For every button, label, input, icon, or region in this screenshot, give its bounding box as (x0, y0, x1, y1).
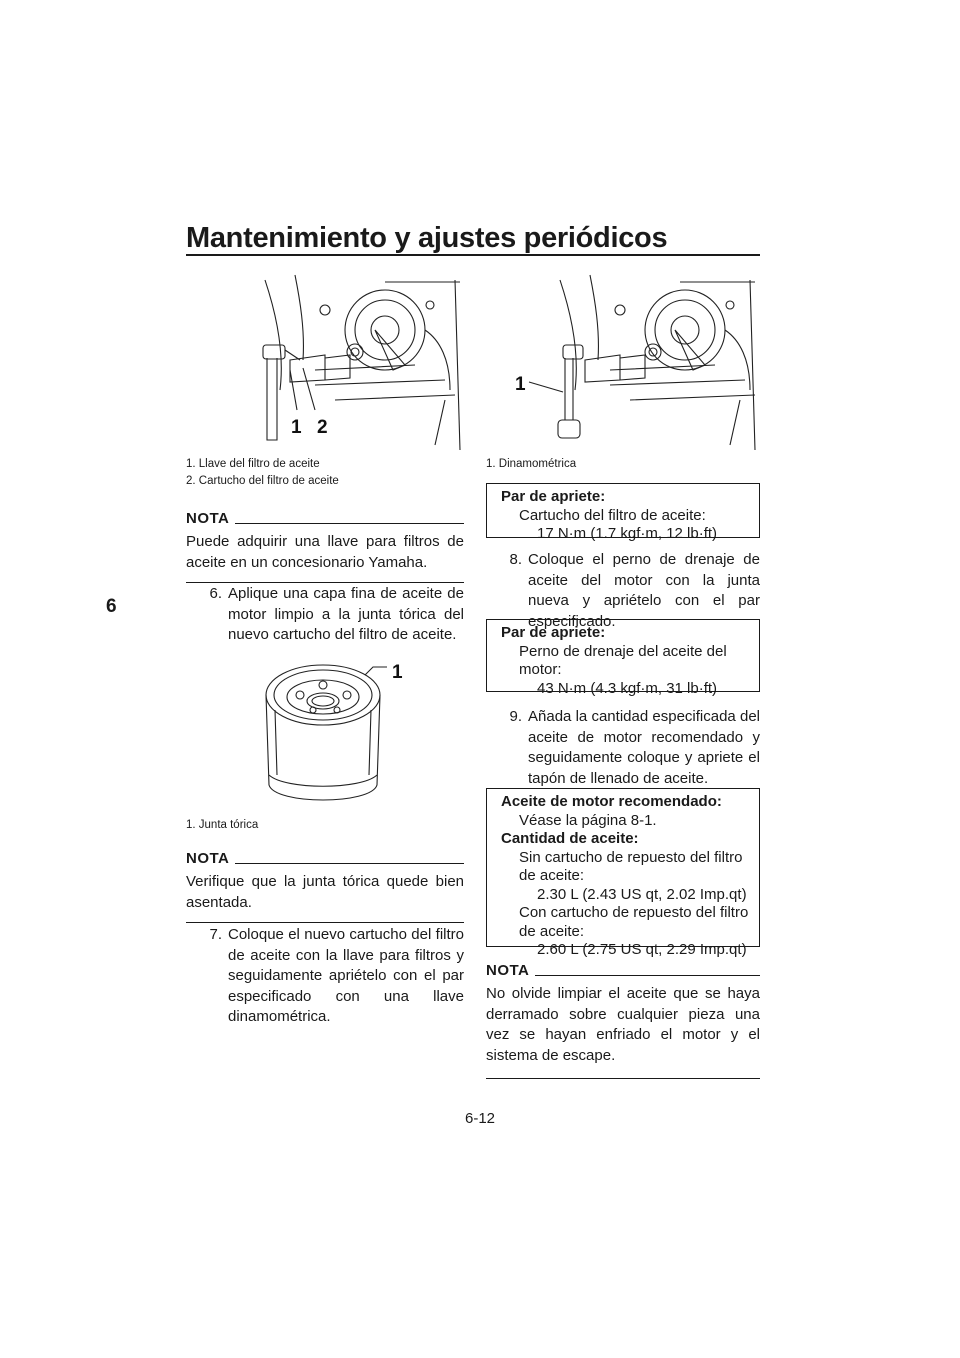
spec-label: Cantidad de aceite: (501, 830, 639, 847)
nota-box (186, 850, 464, 923)
callout-1: 1 (291, 417, 302, 438)
engine-filter-wrench-illustration (255, 270, 465, 455)
chapter-number: 6 (106, 596, 117, 617)
caption-line: 1. Llave del filtro de aceite (186, 458, 320, 470)
step-6 (186, 584, 464, 646)
oil-spec-box (486, 788, 760, 958)
nota-end-rule (486, 1078, 760, 1079)
nota-text: No olvide limpiar el aceite que se haya derramado sobre cualquier pieza una vez se hayan enfriado el motor y el sistema de escape. (486, 985, 760, 1064)
step-number: 6. (209, 585, 222, 602)
spec-item: Con cartucho de repuesto del filtro (519, 904, 749, 921)
step-number: 7. (209, 926, 222, 943)
callout-2: 2 (317, 417, 328, 438)
nota-heading: NOTA (186, 510, 464, 527)
spec-item: de aceite: (519, 922, 585, 940)
step-number: 9. (509, 708, 522, 725)
caption-line: 1. Junta tórica (186, 819, 259, 831)
figure-caption (186, 817, 464, 834)
page-title: Mantenimiento y ajustes periódicos (186, 222, 668, 254)
step-text: Añada la cantidad especificada del aceite de motor recomendado y seguidamente coloque y apriete el tapón de llenado de aceite. (528, 708, 760, 787)
nota-heading: NOTA (186, 850, 464, 867)
spec-value: 2.60 L (2.75 US qt, 2.29 Imp.qt) (537, 941, 747, 958)
spec-item: Sin cartucho de repuesto del filtro (519, 848, 743, 866)
spec-value: 43 N·m (4.3 kgf·m, 31 lb·ft) (537, 679, 718, 697)
spec-item: de aceite: (519, 867, 585, 884)
nota-text: Puede adquirir una llave para filtros de aceite en un concesionario Yamaha. (186, 533, 464, 571)
spec-value: 2.30 L (2.43 US qt, 2.02 Imp.qt) (537, 885, 747, 903)
nota-box (486, 962, 760, 1079)
page-number: 6-12 (464, 1110, 496, 1127)
spec-value: 17 N·m (1.7 kgf·m, 12 lb·ft) (537, 525, 718, 542)
nota-text: Verifique que la junta tórica quede bien asentada. (186, 873, 464, 911)
nota-end-rule (186, 582, 464, 583)
spec-item: motor: (519, 661, 562, 678)
figure-caption (186, 456, 464, 490)
spec-label: Aceite de motor recomendado: (501, 793, 722, 810)
engine-torque-wrench-illustration (505, 270, 760, 455)
step-text: Coloque el perno de drenaje de aceite del motor con la junta nueva y apriételo con el par especificado. (528, 551, 760, 630)
step-text: Aplique una capa fina de aceite de motor limpio a la junta tórica del nuevo cartucho del filtro de aceite. (228, 585, 464, 643)
step-9 (486, 707, 760, 789)
spec-item: Cartucho del filtro de aceite: (519, 506, 706, 524)
torque-spec-box (486, 619, 760, 697)
nota-box (186, 510, 464, 583)
caption-line: 2. Cartucho del filtro de aceite (186, 475, 339, 487)
caption-line: 1. Dinamométrica (486, 458, 577, 470)
spec-label: Par de apriete: (501, 488, 606, 505)
spec-item: Perno de drenaje del aceite del (519, 642, 727, 660)
step-7 (186, 925, 464, 1028)
title-rule (186, 254, 760, 256)
step-text: Coloque el nuevo cartucho del filtro de aceite con la llave para filtros y seguidamente apriételo con el par especificado con una llave dinamométrica. (228, 926, 464, 1025)
oil-filter-cartridge-illustration (255, 655, 405, 815)
figure-caption (486, 456, 760, 473)
callout-1: 1 (515, 374, 526, 395)
nota-end-rule (186, 922, 464, 923)
callout-1: 1 (392, 662, 403, 683)
torque-spec-box (486, 483, 760, 542)
nota-heading: NOTA (486, 962, 760, 979)
spec-label: Par de apriete: (501, 624, 606, 641)
spec-item: Véase la página 8-1. (519, 811, 657, 829)
step-number: 8. (509, 551, 522, 568)
